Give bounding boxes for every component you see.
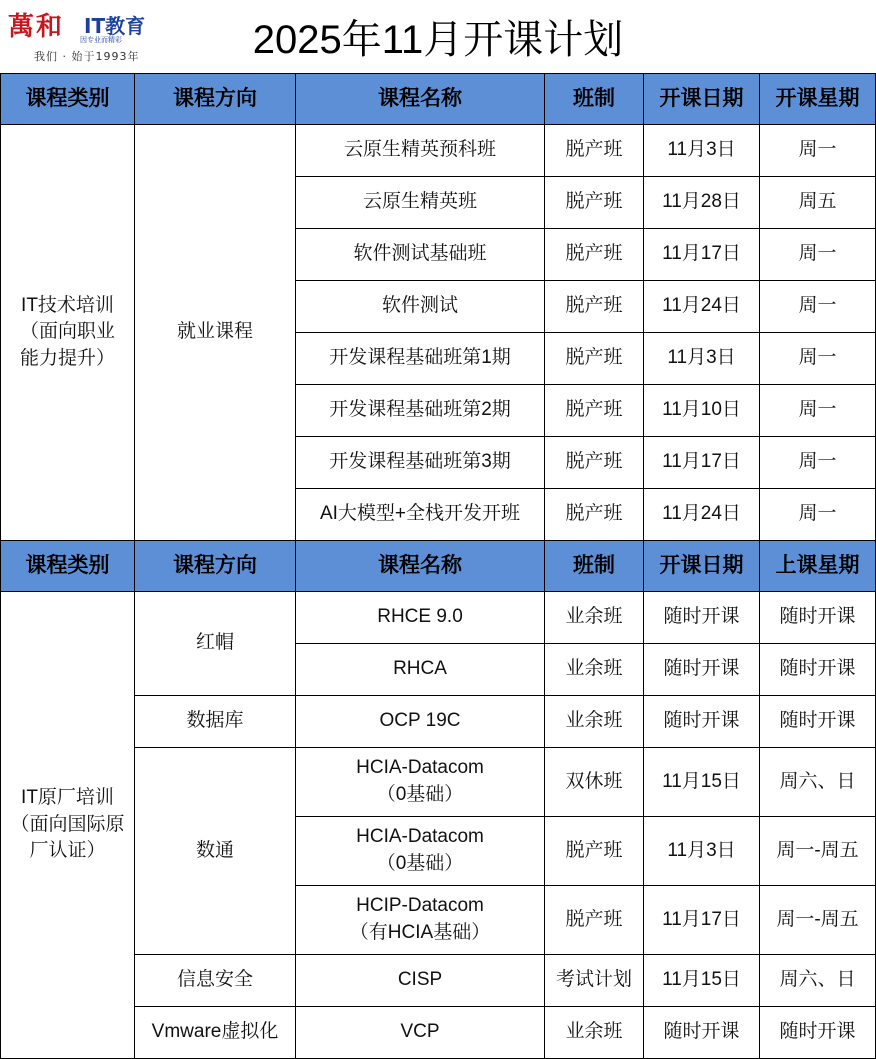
course-name: 云原生精英班 — [296, 177, 545, 229]
logo-tagline: 因专业而精彩 — [80, 36, 122, 44]
start-date: 11月3日 — [644, 333, 760, 385]
page-title: 2025年11月开课计划 — [252, 18, 624, 62]
course-name: 开发课程基础班第3期 — [296, 437, 545, 489]
section2-header-row — [1, 541, 876, 592]
start-date: 11月3日 — [644, 125, 760, 177]
course-name-line: HCIP-Datacom — [356, 895, 484, 917]
weekday: 周一 — [760, 489, 876, 541]
section1-header-row — [1, 74, 876, 125]
header-direction: 课程方向 — [135, 74, 296, 125]
course-name-line: （0基础） — [376, 853, 464, 874]
table-row — [1, 125, 876, 177]
header-category: 课程类别 — [1, 541, 135, 592]
start-date: 11月17日 — [644, 229, 760, 281]
weekday: 随时开课 — [760, 592, 876, 644]
category-line: （面向国际原 — [10, 813, 125, 835]
course-name: RHCE 9.0 — [296, 592, 545, 644]
header-class-type: 班制 — [545, 541, 644, 592]
header-class-type: 班制 — [545, 74, 644, 125]
weekday: 周六、日 — [760, 748, 876, 817]
start-date: 11月15日 — [644, 955, 760, 1007]
class-type: 业余班 — [545, 592, 644, 644]
direction-infosec: 信息安全 — [135, 955, 296, 1007]
course-name-line: HCIA-Datacom — [356, 757, 484, 779]
weekday: 周一 — [760, 333, 876, 385]
weekday: 周一-周五 — [760, 817, 876, 886]
course-name — [296, 748, 545, 817]
class-type: 双休班 — [545, 748, 644, 817]
direction-vmware: Vmware虚拟化 — [135, 1007, 296, 1059]
category-line: （面向职业 — [19, 321, 115, 343]
weekday: 周一 — [760, 385, 876, 437]
course-name: CISP — [296, 955, 545, 1007]
class-type: 业余班 — [545, 644, 644, 696]
class-type: 脱产班 — [545, 125, 644, 177]
start-date: 11月17日 — [644, 886, 760, 955]
start-date: 随时开课 — [644, 644, 760, 696]
weekday: 周一-周五 — [760, 886, 876, 955]
start-date: 随时开课 — [644, 592, 760, 644]
class-type: 业余班 — [545, 696, 644, 748]
start-date: 11月3日 — [644, 817, 760, 886]
start-date: 11月10日 — [644, 385, 760, 437]
class-type: 业余班 — [545, 1007, 644, 1059]
start-date: 11月15日 — [644, 748, 760, 817]
course-name-line: （有HCIA基础） — [349, 922, 491, 943]
weekday: 周五 — [760, 177, 876, 229]
course-name: 开发课程基础班第1期 — [296, 333, 545, 385]
class-type: 脱产班 — [545, 281, 644, 333]
header-start-date: 开课日期 — [644, 541, 760, 592]
weekday: 周一 — [760, 229, 876, 281]
category-it-tech-training — [1, 125, 135, 541]
course-name: 开发课程基础班第2期 — [296, 385, 545, 437]
course-name: 云原生精英预科班 — [296, 125, 545, 177]
class-type: 脱产班 — [545, 333, 644, 385]
course-name: 软件测试 — [296, 281, 545, 333]
course-name — [296, 817, 545, 886]
header-start-date: 开课日期 — [644, 74, 760, 125]
category-line: IT技术培训 — [21, 294, 114, 316]
class-type: 脱产班 — [545, 886, 644, 955]
category-line: 能力提升） — [19, 347, 115, 369]
direction-database: 数据库 — [135, 696, 296, 748]
header-weekday: 开课星期 — [760, 74, 876, 125]
logo-it-text: IT教育 — [84, 14, 146, 38]
header-course-name: 课程名称 — [296, 541, 545, 592]
logo-brand-text: 萬和 — [8, 12, 65, 42]
start-date: 11月28日 — [644, 177, 760, 229]
weekday: 随时开课 — [760, 644, 876, 696]
category-line: 厂认证） — [29, 840, 106, 862]
class-type: 考试计划 — [545, 955, 644, 1007]
header-direction: 课程方向 — [135, 541, 296, 592]
start-date: 随时开课 — [644, 696, 760, 748]
weekday: 周一 — [760, 437, 876, 489]
class-type: 脱产班 — [545, 489, 644, 541]
course-name-line: HCIA-Datacom — [356, 826, 484, 848]
course-name: AI大模型+全栈开发开班 — [296, 489, 545, 541]
direction-redhat: 红帽 — [135, 592, 296, 696]
weekday: 随时开课 — [760, 1007, 876, 1059]
header-course-name: 课程名称 — [296, 74, 545, 125]
class-type: 脱产班 — [545, 229, 644, 281]
start-date: 随时开课 — [644, 1007, 760, 1059]
category-vendor-training — [1, 592, 135, 1059]
start-date: 11月24日 — [644, 489, 760, 541]
weekday: 周六、日 — [760, 955, 876, 1007]
header-category: 课程类别 — [1, 74, 135, 125]
weekday: 周一 — [760, 125, 876, 177]
course-name-line: （0基础） — [376, 784, 464, 805]
course-name: OCP 19C — [296, 696, 545, 748]
course-name: VCP — [296, 1007, 545, 1059]
category-line: IT原厂培训 — [21, 787, 114, 809]
start-date: 11月17日 — [644, 437, 760, 489]
start-date: 11月24日 — [644, 281, 760, 333]
class-type: 脱产班 — [545, 437, 644, 489]
direction-employment: 就业课程 — [135, 125, 296, 541]
header-weekday: 上课星期 — [760, 541, 876, 592]
course-schedule-table — [0, 73, 876, 1059]
logo-since: 我们 · 始于1993年 — [34, 50, 140, 63]
course-name — [296, 886, 545, 955]
table-row — [1, 592, 876, 644]
class-type: 脱产班 — [545, 385, 644, 437]
course-name: RHCA — [296, 644, 545, 696]
page-header — [0, 0, 876, 72]
weekday: 随时开课 — [760, 696, 876, 748]
class-type: 脱产班 — [545, 177, 644, 229]
class-type: 脱产班 — [545, 817, 644, 886]
weekday: 周一 — [760, 281, 876, 333]
direction-datacom: 数通 — [135, 748, 296, 955]
course-name: 软件测试基础班 — [296, 229, 545, 281]
